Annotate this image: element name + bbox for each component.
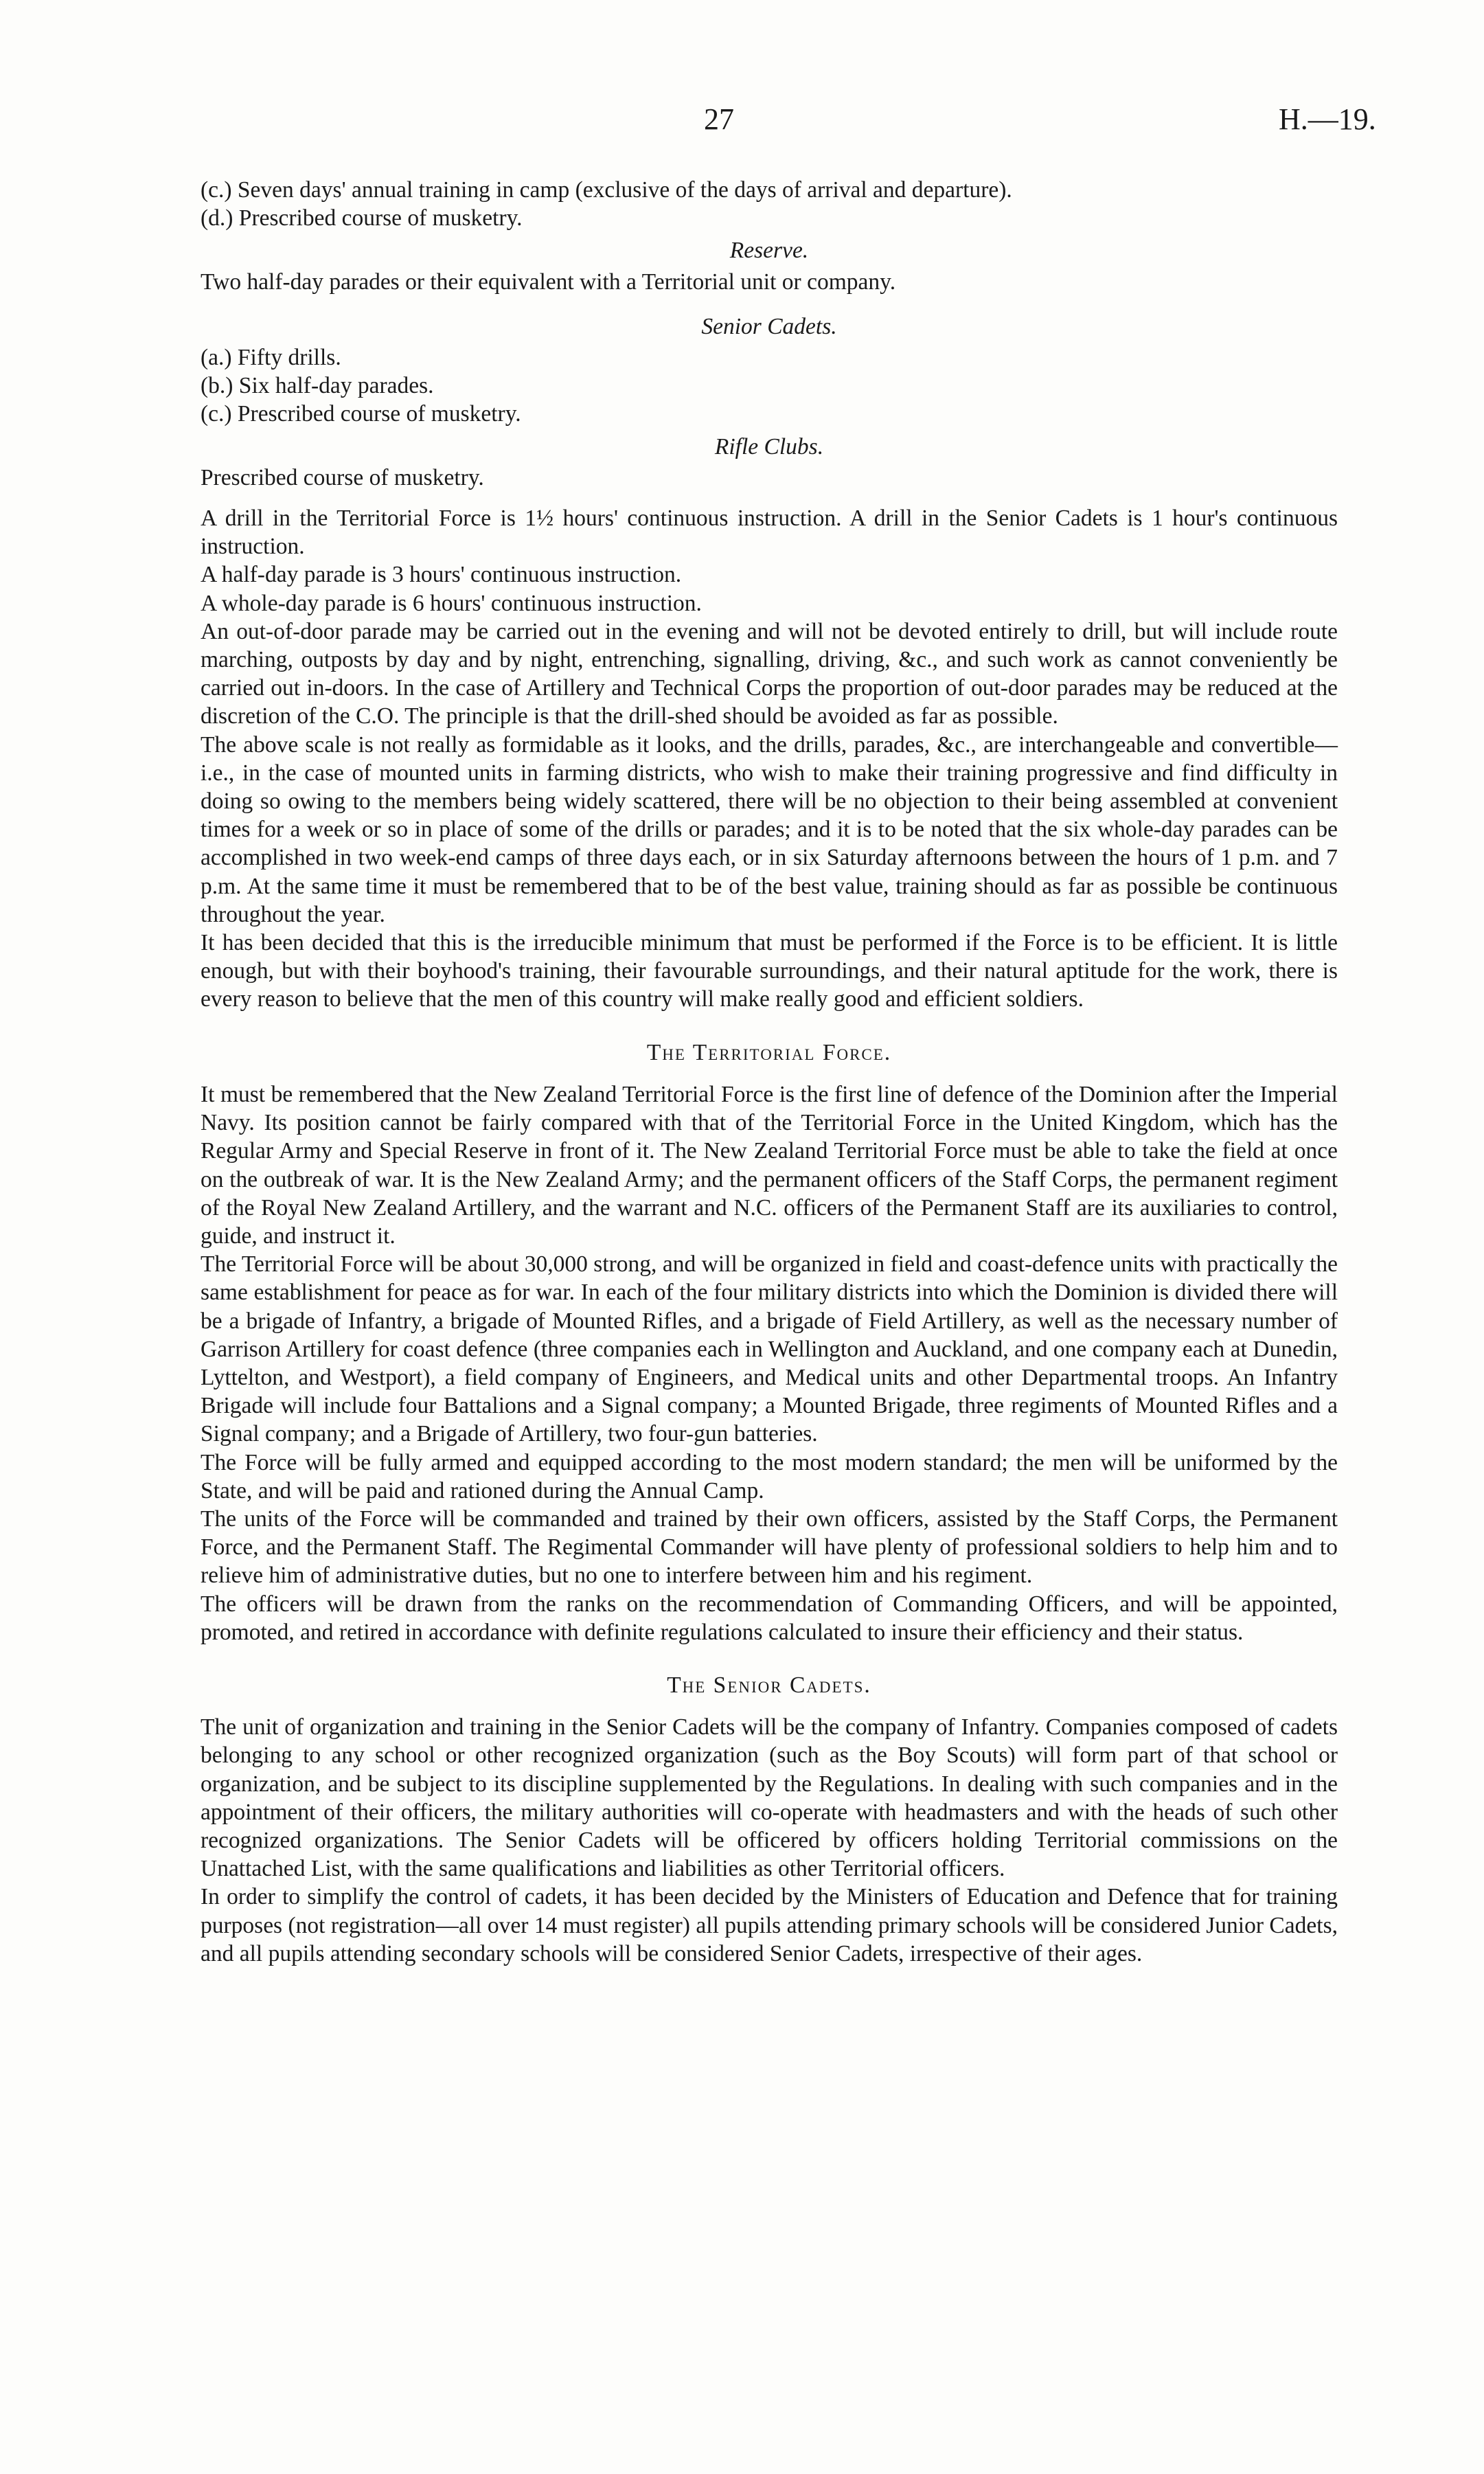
territorial-paragraph: The Force will be fully armed and equipped according to the most modern standard; the men will be uniformed by the State, and will be paid and rationed during the Annual Camp. (201, 1449, 1338, 1503)
page-number: 27 (704, 102, 734, 136)
definition-paragraph: A half-day parade is 3 hours' continuous instruction. (201, 562, 682, 588)
cadets-item-c: (c.) Prescribed course of musketry. (201, 401, 521, 427)
rifle-clubs-text: Prescribed course of musketry. (201, 464, 484, 490)
definition-paragraph: An out-of-door parade may be carried out in the evening and will not be devoted entirely to drill, but will include route marching, outposts by day and by night, entrenching, signalling, driving, &c., and such work as cannot conveniently be carried out in-doors. In the case of Artillery and Technical Corps the proportion of out-door parades may be reduced at the discretion of the C.O. The principle is that the drill-shed should be avoided as far as possible. (201, 618, 1338, 729)
definition-paragraph: A whole-day parade is 6 hours' continuous instruction. (201, 590, 702, 616)
territorial-paragraph: It must be remembered that the New Zealand Territorial Force is the first line of defence of the Dominion after the Imperial Navy. Its position cannot be fairly compared with that of the Territorial Force in the United Kingdom, which has the Regular Army and Special Reserve in front of it. The New Zealand Territorial Force must be able to take the field at once on the outbreak of war. It is the New Zealand Army; and the permanent officers of the Staff Corps, the permanent regiment of the Royal New Zealand Artillery, and the warrant and N.C. officers of the Permanent Staff are its auxiliaries to control, guide, and instruct it. (201, 1081, 1338, 1249)
senior-cadets-heading: The Senior Cadets. (667, 1672, 871, 1698)
definition-paragraph: A drill in the Territorial Force is 1½ hours' continuous instruction. A drill in the Senior Cadets is 1 hour's continuous instruction. (201, 506, 1338, 560)
training-item-d: (d.) Prescribed course of musketry. (201, 205, 523, 231)
cadets-item-a: (a.) Fifty drills. (201, 345, 341, 371)
senior-cadets-paragraph: The unit of organization and training in the Senior Cadets will be the company of Infantry. Companies composed of cadets belonging to any school or other recognized organization (such as the Boy Scouts) will form part of that school or organization, and be subject to its discipline supplemented by the Regulations. In dealing with such companies and in the appointment of their officers, the military authorities will co-operate with headmasters and with the heads of such other recognized organizations. The Senior Cadets will be officered by officers holding Territorial commissions on the Unattached List, with the same qualifications and liabilities as other Territorial officers. (201, 1714, 1338, 1882)
cadets-item-b: (b.) Six half-day parades. (201, 373, 434, 399)
training-item-c: (c.) Seven days' annual training in camp (exclusive of the days of arrival and departure). (201, 177, 1012, 203)
territorial-paragraph: The officers will be drawn from the ranks on the recommendation of Commanding Officers, and will be appointed, promoted, and retired in accordance with definite regulations calculated to insure their efficiency and their status. (201, 1591, 1338, 1645)
senior-cadets-subheading: Senior Cadets. (701, 313, 837, 339)
document-reference: H.—19. (1279, 102, 1376, 136)
body-text (201, 176, 1338, 1968)
definition-paragraph: It has been decided that this is the irreducible minimum that must be performed if the Force is to be efficient. It is little enough, but with their boyhood's training, their favourable surroundings, and their natural aptitude for the work, there is every reason to believe that the men of this country will make really good and efficient soldiers. (201, 930, 1338, 1012)
senior-cadets-paragraph: In order to simplify the control of cadets, it has been decided by the Ministers of Education and Defence that for training purposes (not registration—all over 14 must register) all pupils attending primary schools will be considered Junior Cadets, and all pupils attending secondary schools will be considered Senior Cadets, irrespective of their ages. (201, 1884, 1338, 1966)
reserve-text: Two half-day parades or their equivalent with a Territorial unit or company. (201, 269, 896, 295)
page-header (0, 102, 1484, 143)
reserve-heading: Reserve. (729, 238, 809, 264)
rifle-clubs-heading: Rifle Clubs. (714, 433, 824, 459)
territorial-paragraph: The Territorial Force will be about 30,000 strong, and will be organized in field and coast-defence units with practically the same establishment for peace as for war. In each of the four military districts into which the Dominion is divided there will be a brigade of Infantry, a brigade of Mounted Rifles, and a brigade of Field Artillery, as well as the necessary number of Garrison Artillery for coast defence (three companies each in Wellington and Auckland, and one company each at Dunedin, Lyttelton, and Westport), a field company of Engineers, and Medical units and other Departmental troops. An Infantry Brigade will include four Battalions and a Signal company; a Mounted Brigade, three regiments of Mounted Rifles and a Signal company; and a Brigade of Artillery, two four-gun batteries. (201, 1251, 1338, 1447)
definition-paragraph: The above scale is not really as formidable as it looks, and the drills, parades, &c., are interchangeable and convertible—i.e., in the case of mounted units in farming districts, who wish to make their training progressive and find difficulty in doing so owing to the members being widely scattered, there will be no objection to their being assembled at convenient times for a week or so in place of some of the drills or parades; and it is to be noted that the six whole-day parades can be accomplished in two week-end camps of three days each, or in six Saturday afternoons between the hours of 1 p.m. and 7 p.m. At the same time it must be remembered that to be of the best value, training should as far as possible be continuous throughout the year. (201, 731, 1338, 927)
territorial-paragraph: The units of the Force will be commanded and trained by their own officers, assisted by the Staff Corps, the Permanent Force, and the Permanent Staff. The Regimental Commander will have plenty of professional soldiers to help him and to relieve him of administrative duties, but no one to interfere between him and his regiment. (201, 1506, 1338, 1589)
territorial-force-heading: The Territorial Force. (646, 1039, 892, 1065)
